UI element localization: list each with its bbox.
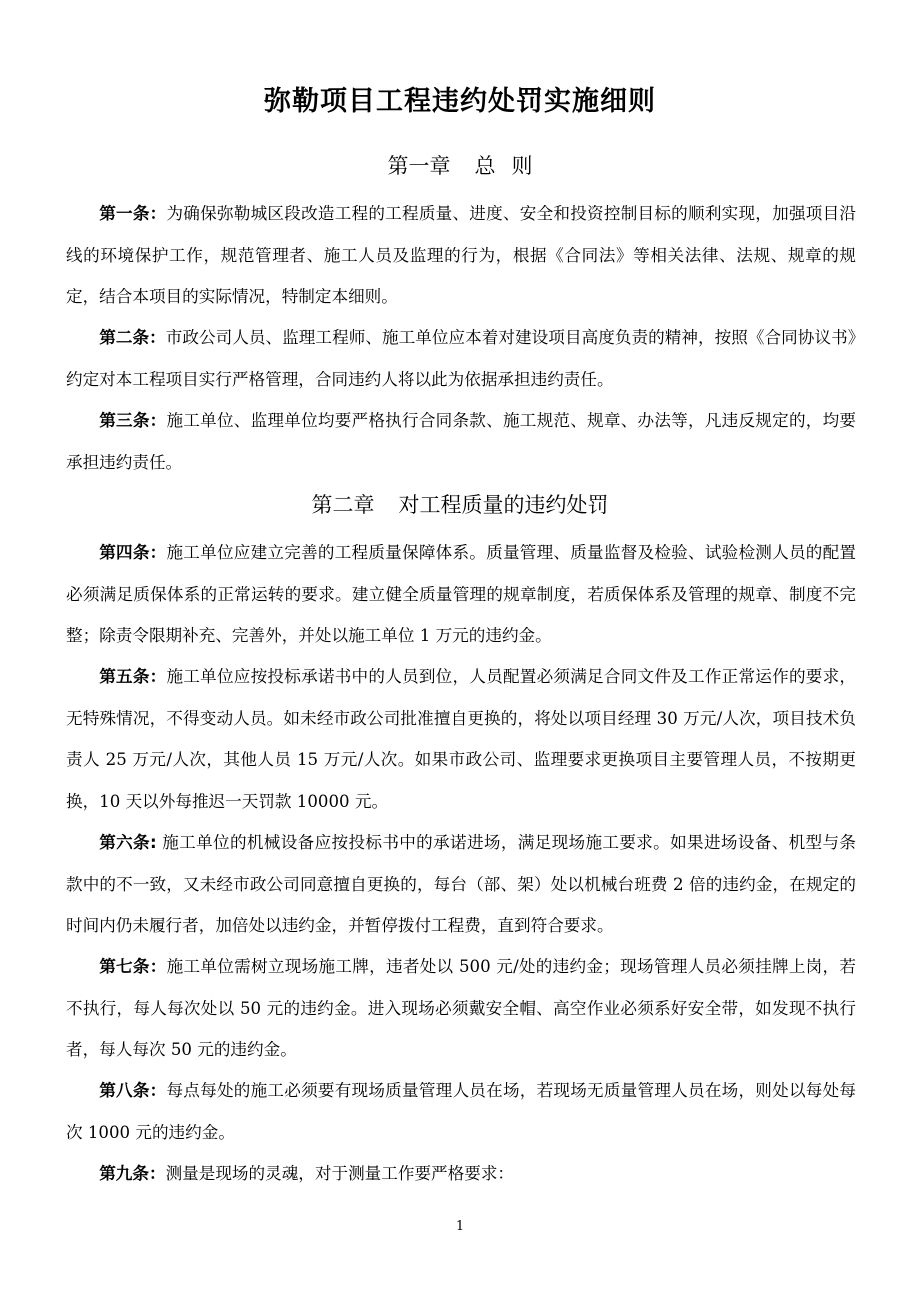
article-5-label: 第五条： bbox=[99, 667, 167, 686]
chapter-1-word-1: 总 bbox=[474, 154, 496, 178]
chapter-2-number: 第二章 bbox=[311, 493, 375, 517]
article-8 bbox=[66, 1070, 856, 1153]
article-6-text: 施工单位的机械设备应按投标书中的承诺进场，满足现场施工要求。如果进场设备、机型与条款中的不一致，又未经市政公司同意擅自更换的，每台（部、架）处以机械台班费 2 倍的违约金，在规定的时间内仍未履行者，加倍处以违约金，并暂停拨付工程费，直到符合要求。 bbox=[66, 833, 856, 935]
article-9 bbox=[66, 1153, 856, 1195]
page-number: 1 bbox=[455, 1219, 465, 1234]
article-5-text: 施工单位应按投标承诺书中的人员到位，人员配置必须满足合同文件及工作正常运作的要求，无特殊情况，不得变动人员。如未经市政公司批准擅自更换的，将处以项目经理 30 万元/人次，项目技术负责人 25 万元/人次，其他人员 15 万元/人次。如果市政公司、监理要求更换项目主要管理人员，不按期更换，10 天以外每推迟一天罚款 10000 元。 bbox=[66, 667, 857, 811]
article-2 bbox=[66, 317, 856, 400]
chapter-1-number: 第一章 bbox=[387, 154, 451, 178]
chapter-2-name: 对工程质量的违约处罚 bbox=[398, 493, 609, 517]
chapter-1-word-2: 则 bbox=[511, 154, 533, 178]
article-1 bbox=[66, 193, 856, 318]
article-4-label: 第四条： bbox=[99, 543, 167, 562]
article-4 bbox=[66, 532, 856, 657]
article-6-label: 第六条: bbox=[99, 833, 157, 852]
article-5 bbox=[66, 656, 856, 822]
article-7 bbox=[66, 946, 856, 1071]
article-1-text: 为确保弥勒城区段改造工程的工程质量、进度、安全和投资控制目标的顺利实现，加强项目沿线的环境保护工作，规范管理者、施工人员及监理的行为，根据《合同法》等相关法律、法规、规章的规定，结合本项目的实际情况，特制定本细则。 bbox=[66, 204, 857, 306]
article-7-label: 第七条： bbox=[99, 957, 167, 976]
article-8-text: 每点每处的施工必须要有现场质量管理人员在场，若现场无质量管理人员在场，则处以每处每次 1000 元的违约金。 bbox=[66, 1081, 857, 1142]
article-2-label: 第二条： bbox=[99, 328, 166, 347]
article-6 bbox=[66, 822, 856, 947]
article-9-text: 测量是现场的灵魂，对于测量工作要严格要求： bbox=[165, 1164, 515, 1183]
article-2-text: 市政公司人员、监理工程师、施工单位应本着对建设项目高度负责的精神，按照《合同协议书》约定对本工程项目实行严格管理，合同违约人将以此为依据承担违约责任。 bbox=[66, 328, 857, 389]
document-title: 弥勒项目工程违约处罚实施细则 bbox=[264, 86, 656, 117]
article-1-label: 第一条： bbox=[99, 204, 167, 223]
article-9-label: 第九条： bbox=[99, 1164, 166, 1183]
article-4-text: 施工单位应建立完善的工程质量保障体系。质量管理、质量监督及检验、试验检测人员的配置必须满足质保体系的正常运转的要求。建立健全质量管理的规章制度，若质保体系及管理的规章、制度不完整；除责令限期补充、完善外，并处以施工单位 1 万元的违约金。 bbox=[66, 543, 857, 645]
article-3-text: 施工单位、监理单位均要严格执行合同条款、施工规范、规章、办法等，凡违反规定的，均要承担违约责任。 bbox=[66, 411, 857, 472]
chapter-2-heading bbox=[0, 489, 920, 521]
article-8-label: 第八条： bbox=[99, 1081, 167, 1100]
article-3-label: 第三条： bbox=[99, 411, 167, 430]
article-7-text: 施工单位需树立现场施工牌，违者处以 500 元/处的违约金；现场管理人员必须挂牌上岗，若不执行，每人每次处以 50 元的违约金。进入现场必须戴安全帽、高空作业必须系好安全带，如发现不执行者，每人每次 50 元的违约金。 bbox=[66, 957, 857, 1059]
chapter-1-heading bbox=[0, 150, 920, 182]
article-3 bbox=[66, 400, 856, 483]
